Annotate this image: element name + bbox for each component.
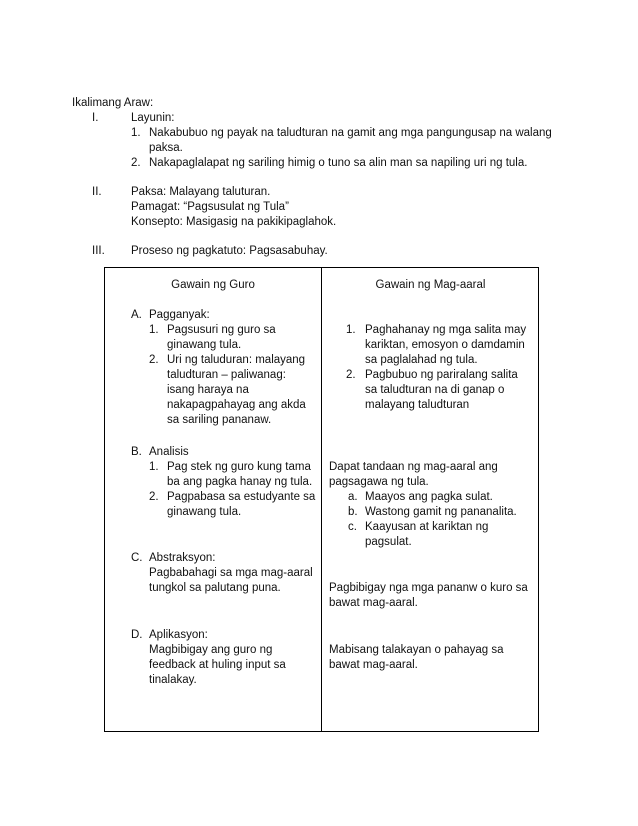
student-analisis-line: Dapat tandaan ng mag-aaral ang [329, 461, 498, 473]
teacher-a-item2-line: nakapagpahayag ang akda [167, 399, 306, 411]
student-pagganyak-item1-line: sa paglalahad ng tula. [365, 354, 478, 366]
student-analisis-item-a: Maayos ang pagka sulat. [365, 491, 493, 503]
teacher-b-item1-line: Pag stek ng guro kung tama [167, 461, 311, 473]
student-analisis-item-a-letter: a. [348, 491, 358, 503]
student-abstraksyon-line: bawat mag-aaral. [329, 597, 418, 609]
objective-2-number: 2. [131, 157, 141, 169]
student-column-header: Gawain ng Mag-aaral [375, 279, 486, 291]
teacher-b-item1-num: 1. [149, 461, 159, 473]
objective-1-line1: Nakabubuo ng payak na taludturan na gamit ang mga pangungusap na walang [149, 127, 552, 139]
student-pagganyak-item2-num: 2. [346, 369, 356, 381]
teacher-c-line: tungkol sa palutang puna. [149, 582, 281, 594]
teacher-b-letter: B. [131, 446, 142, 458]
teacher-a-item1-num: 1. [149, 324, 159, 336]
student-analisis-item-b-letter: b. [348, 506, 358, 518]
section-3-numeral: III. [92, 245, 105, 257]
teacher-d-line: feedback at huling input sa [149, 659, 286, 671]
section-3-text: Proseso ng pagkatuto: Pagsasabuhay. [131, 245, 328, 257]
teacher-d-line: tinalakay. [149, 674, 197, 686]
teacher-a-item2-line: taludturan – paliwanag: [167, 369, 286, 381]
teacher-a-letter: A. [131, 309, 142, 321]
student-analisis-item-c: pagsulat. [365, 536, 412, 548]
teacher-b-item2-line: ginawang tula. [167, 506, 242, 518]
objective-1-line2: paksa. [149, 142, 183, 154]
teacher-d-letter: D. [131, 629, 143, 641]
teacher-a-item2-line: sa sariling pananaw. [167, 414, 272, 426]
teacher-a-item2-line: Uri ng taluduran: malayang [167, 354, 306, 366]
section-1-numeral: I. [92, 112, 99, 124]
objective-1-number: 1. [131, 127, 141, 139]
section-2-konsepto: Konsepto: Masigasig na pakikipaglahok. [131, 216, 337, 228]
section-1-title: Layunin: [131, 112, 175, 124]
teacher-c-letter: C. [131, 552, 143, 564]
section-2-numeral: II. [92, 186, 102, 198]
teacher-b-item2-line: Pagpabasa sa estudyante sa [167, 491, 316, 503]
student-pagganyak-item1-num: 1. [346, 324, 356, 336]
teacher-c-line: Pagbabahagi sa mga mag-aaral [149, 567, 313, 579]
teacher-d-line: Magbibigay ang guro ng [149, 644, 273, 656]
teacher-column [105, 268, 322, 732]
student-pagganyak-item1-line: Paghahanay ng mga salita may [365, 324, 527, 336]
teacher-column-header: Gawain ng Guro [171, 279, 255, 291]
activity-table [104, 267, 539, 732]
student-pagganyak-item2-line: malayang taludturan [365, 399, 470, 411]
student-analisis-item-c-letter: c. [348, 521, 357, 533]
student-analisis-item-b: Wastong gamit ng pananalita. [365, 506, 517, 518]
teacher-b-item2-num: 2. [149, 491, 159, 503]
teacher-b-title: Analisis [149, 446, 189, 458]
student-aplikasyon-line: bawat mag-aaral. [329, 659, 418, 671]
page-heading: Ikalimang Araw: [72, 97, 154, 109]
teacher-b-item1-line: ba ang pagka hanay ng tula. [167, 476, 313, 488]
teacher-a-title: Pagganyak: [149, 309, 210, 321]
student-aplikasyon-line: Mabisang talakayan o pahayag sa [329, 644, 504, 656]
student-pagganyak-item1-line: kariktan, emosyon o damdamin [365, 339, 525, 351]
objective-2-line1: Nakapaglalapat ng sariling himig o tuno sa alin man sa napiling uri ng tula. [149, 157, 528, 169]
teacher-a-item2-num: 2. [149, 354, 159, 366]
teacher-a-item1-line: Pagsusuri ng guro sa [167, 324, 276, 336]
teacher-a-item1-line: ginawang tula. [167, 339, 242, 351]
teacher-d-title: Aplikasyon: [149, 629, 208, 641]
student-pagganyak-item2-line: Pagbubuo ng pariralang salita [365, 369, 518, 381]
student-pagganyak-item2-line: sa taludturan na di ganap o [365, 384, 505, 396]
section-2-paksa: Paksa: Malayang taluturan. [131, 186, 271, 198]
teacher-a-item2-line: isang haraya na [167, 384, 249, 396]
student-column [322, 268, 539, 732]
student-analisis-line: pagsagawa ng tula. [329, 476, 429, 488]
section-2-pamagat: Pamagat: “Pagsusulat ng Tula” [131, 201, 289, 213]
student-analisis-item-c: Kaayusan at kariktan ng [365, 521, 489, 533]
student-abstraksyon-line: Pagbibigay nga mga pananw o kuro sa [329, 582, 528, 594]
teacher-c-title: Abstraksyon: [149, 552, 216, 564]
